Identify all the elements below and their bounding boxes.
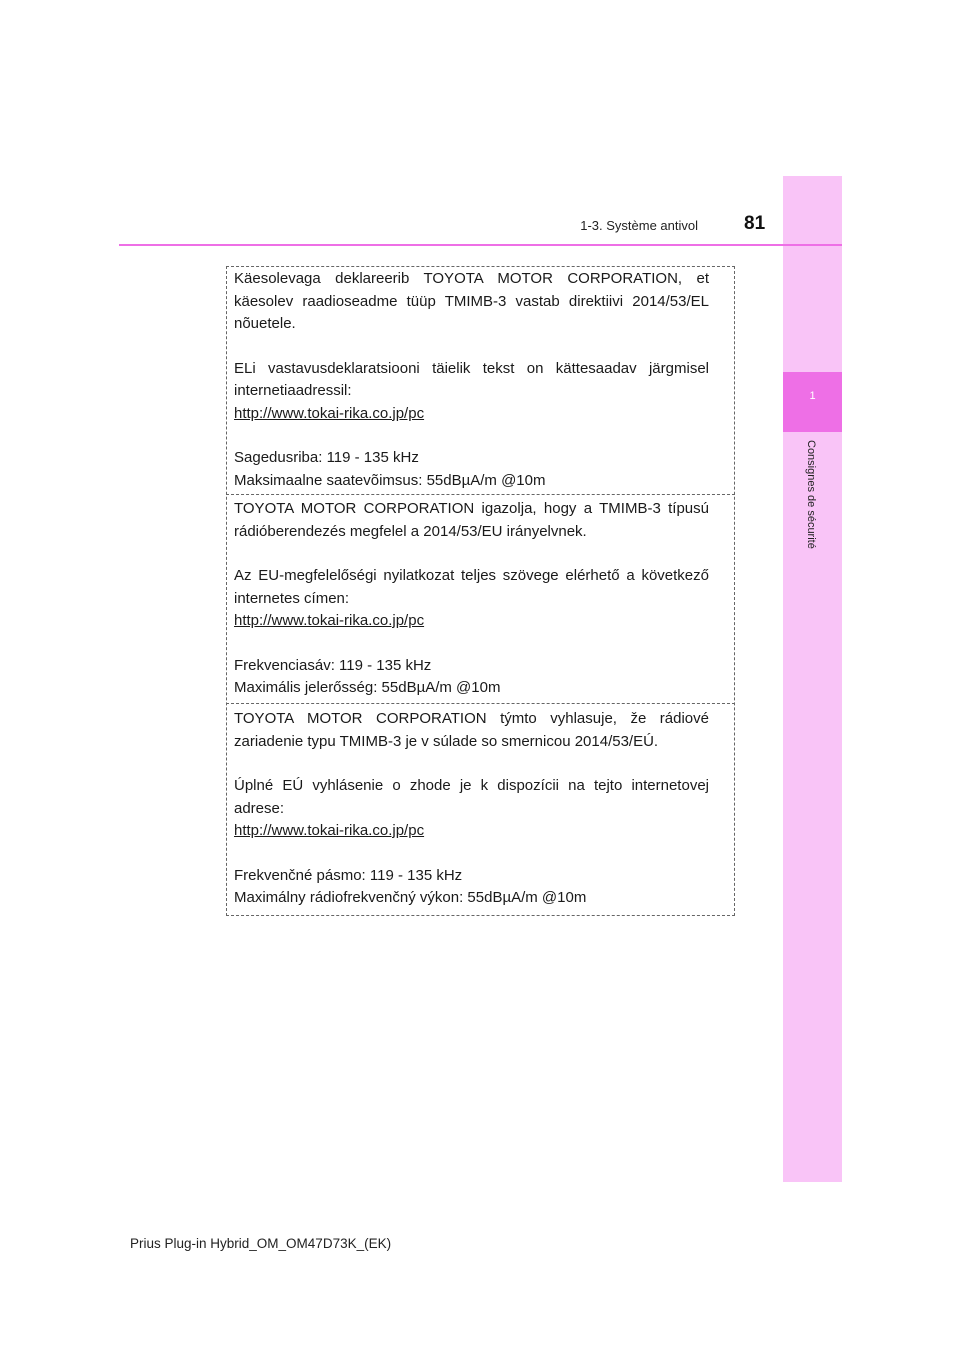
- chapter-label: Consignes de sécurité: [805, 440, 817, 549]
- declaration-block-hungarian: [226, 498, 735, 700]
- chapter-number: 1: [809, 390, 816, 402]
- declaration-text: TOYOTA MOTOR CORPORATION týmto vyhlasuje, že rádiové zariadenie typu TMIMB-3 je v súlade so smernicou 2014/53/EÚ.: [234, 710, 709, 750]
- section-title: 1-3. Système antivol: [580, 218, 698, 233]
- chapter-tab[interactable]: [783, 372, 842, 432]
- page-number: 81: [744, 213, 766, 234]
- power-text: Maximálny rádiofrekvenčný výkon: 55dBµA/m @10m: [234, 889, 587, 906]
- info-text: ELi vastavusdeklaratsiooni täielik tekst on kättesaadav järgmisel internetiaadressil:: [234, 359, 709, 399]
- declaration-link[interactable]: http://www.tokai-rika.co.jp/pc: [234, 612, 425, 629]
- declaration-link[interactable]: http://www.tokai-rika.co.jp/pc: [234, 822, 425, 839]
- declaration-text: Käesolevaga deklareerib TOYOTA MOTOR CORPORATION, et käesolev raadioseadme tüüp TMIMB-3 vastab direktiivi 2014/53/EL nõuetele.: [234, 270, 709, 332]
- power-text: Maksimaalne saatevõimsus: 55dBµA/m @10m: [234, 471, 546, 489]
- frequency-text: Frekvenciasáv: 119 - 135 kHz: [234, 656, 432, 674]
- declaration-text: TOYOTA MOTOR CORPORATION igazolja, hogy a TMIMB-3 típusú rádióberendezés megfelel a 2014/53/EU irányelvnek.: [234, 500, 709, 540]
- header-rule: [119, 244, 842, 246]
- side-band: [783, 176, 842, 1182]
- declaration-block-slovak: [226, 708, 735, 910]
- block-divider: [226, 703, 735, 704]
- frequency-text: Frekvenčné pásmo: 119 - 135 kHz: [234, 866, 463, 884]
- info-text: Az EU-megfelelőségi nyilatkozat teljes szövege elérhető a következő internetes címen:: [234, 567, 709, 607]
- footer-text: Prius Plug-in Hybrid_OM_OM47D73K_(EK): [130, 1236, 392, 1251]
- info-text: Úplné EÚ vyhlásenie o zhode je k dispozícii na tejto internetovej adrese:: [234, 777, 709, 817]
- declaration-block-estonian: [226, 268, 735, 492]
- power-text: Maximális jelerősség: 55dBµA/m @10m: [234, 679, 501, 696]
- block-divider: [226, 494, 735, 495]
- declaration-link[interactable]: http://www.tokai-rika.co.jp/pc: [234, 404, 425, 422]
- frequency-text: Sagedusriba: 119 - 135 kHz: [234, 449, 419, 466]
